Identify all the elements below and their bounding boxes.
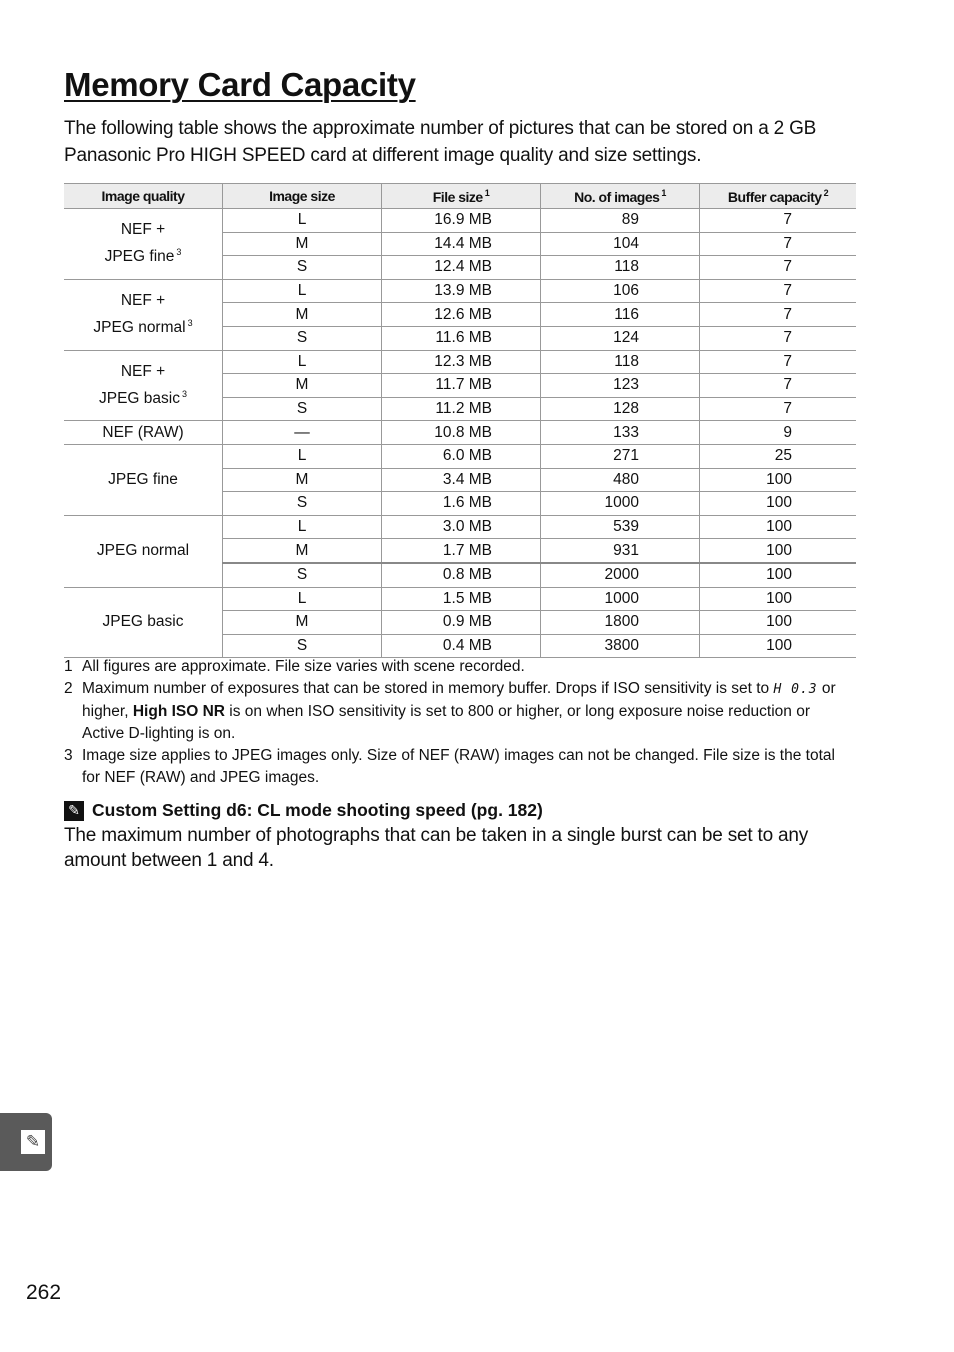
cell-no-of-images: 133 <box>541 421 700 445</box>
cell-buffer-capacity: 100 <box>700 634 857 658</box>
header-file-size: File size $^1$ <box>382 184 541 209</box>
cell-image-quality: JPEG normal <box>64 515 223 587</box>
iso-lcd-value: H 0.3 <box>773 682 818 697</box>
cell-no-of-images: 480 <box>541 468 700 492</box>
cell-image-size: S <box>223 634 382 658</box>
cell-no-of-images: 118 <box>541 256 700 280</box>
cell-file-size: 12.4 MB <box>382 256 541 280</box>
cell-buffer-capacity: 7 <box>700 279 857 303</box>
cell-no-of-images: 128 <box>541 397 700 421</box>
cell-image-size: L <box>223 515 382 539</box>
cell-buffer-capacity: 100 <box>700 515 857 539</box>
cell-buffer-capacity: 7 <box>700 350 857 374</box>
cell-image-quality: NEF + JPEG normal $^3$ <box>64 279 223 350</box>
cell-file-size: 1.7 MB <box>382 539 541 563</box>
cell-image-quality: NEF + JPEG fine $^3$ <box>64 209 223 280</box>
cell-buffer-capacity: 7 <box>700 209 857 233</box>
cell-file-size: 0.8 MB <box>382 563 541 587</box>
cell-no-of-images: 124 <box>541 326 700 350</box>
memory-card-capacity-table <box>64 183 856 658</box>
cell-image-size: L <box>223 279 382 303</box>
table-body <box>64 209 856 658</box>
cell-image-size: M <box>223 539 382 563</box>
reference-notes-icon: ✎ <box>21 1130 45 1154</box>
cell-file-size: 1.6 MB <box>382 492 541 516</box>
cell-no-of-images: 123 <box>541 374 700 398</box>
cell-no-of-images: 271 <box>541 444 700 468</box>
cell-image-size: S <box>223 563 382 587</box>
cell-file-size: 1.5 MB <box>382 587 541 611</box>
cell-image-size: — <box>223 421 382 445</box>
cell-no-of-images: 1800 <box>541 611 700 635</box>
table-row <box>64 587 856 611</box>
pencil-note-icon: ✎ <box>64 801 84 821</box>
cell-buffer-capacity: 100 <box>700 587 857 611</box>
cell-no-of-images: 1000 <box>541 492 700 516</box>
cell-buffer-capacity: 25 <box>700 444 857 468</box>
table-row <box>64 515 856 539</box>
cell-file-size: 16.9 MB <box>382 209 541 233</box>
page-number: 262 <box>26 1281 62 1304</box>
cell-image-size: M <box>223 303 382 327</box>
cell-image-size: M <box>223 232 382 256</box>
cell-no-of-images: 116 <box>541 303 700 327</box>
cell-image-size: M <box>223 374 382 398</box>
header-image-quality: Image quality <box>64 184 223 209</box>
cell-file-size: 11.7 MB <box>382 374 541 398</box>
cell-file-size: 11.2 MB <box>382 397 541 421</box>
footnote-1: 1 All figures are approximate. File size varies with scene recorded. <box>64 658 525 675</box>
cell-buffer-capacity: 7 <box>700 374 857 398</box>
tip-body: The maximum number of photographs that can be taken in a single burst can be set to any amount between 1 and 4. <box>64 825 809 871</box>
cell-file-size: 6.0 MB <box>382 444 541 468</box>
cell-image-size: L <box>223 587 382 611</box>
cell-image-size: M <box>223 468 382 492</box>
cell-no-of-images: 931 <box>541 539 700 563</box>
cell-image-size: L <box>223 209 382 233</box>
cell-buffer-capacity: 9 <box>700 421 857 445</box>
cell-no-of-images: 89 <box>541 209 700 233</box>
cell-buffer-capacity: 7 <box>700 232 857 256</box>
cell-buffer-capacity: 7 <box>700 303 857 327</box>
page-title: Memory Card Capacity <box>64 66 416 103</box>
cell-no-of-images: 104 <box>541 232 700 256</box>
cell-file-size: 3.0 MB <box>382 515 541 539</box>
intro-paragraph: The following table shows the approximate number of pictures that can be stored on a 2 GB Panasonic Pro HIGH SPEED card at different image quality and size settings. <box>64 118 817 166</box>
cell-file-size: 3.4 MB <box>382 468 541 492</box>
table-row <box>64 350 856 374</box>
cell-no-of-images: 3800 <box>541 634 700 658</box>
table-row <box>64 421 856 445</box>
cell-file-size: 0.9 MB <box>382 611 541 635</box>
cell-buffer-capacity: 7 <box>700 397 857 421</box>
cell-file-size: 14.4 MB <box>382 232 541 256</box>
footnote-2: 2 Maximum number of exposures that can be stored in memory buffer. Drops if ISO sensitivity is set to H 0.3 or higher, High ISO NR is on when ISO sensitivity is set to 800 or higher, or long exposure noise reduction or Active D-lighting is on. <box>64 680 836 742</box>
cell-file-size: 13.9 MB <box>382 279 541 303</box>
cell-buffer-capacity: 7 <box>700 326 857 350</box>
high-iso-nr-term: High ISO NR <box>132 703 225 720</box>
cell-image-size: L <box>223 444 382 468</box>
cell-image-quality: NEF (RAW) <box>64 421 223 445</box>
cell-buffer-capacity: 100 <box>700 492 857 516</box>
footnote-3: 3 Image size applies to JPEG images only. Size of NEF (RAW) images can not be changed. File size is the total for NEF (RAW) and JPEG images. <box>64 747 835 786</box>
cell-image-quality: NEF + JPEG basic $^3$ <box>64 350 223 421</box>
table-row <box>64 279 856 303</box>
footnotes <box>64 656 854 789</box>
cell-no-of-images: 2000 <box>541 563 700 587</box>
cell-image-size: L <box>223 350 382 374</box>
tip-heading: ✎ Custom Setting d6: CL mode shooting speed (pg. 182) <box>64 800 543 821</box>
header-buffer-capacity: Buffer capacity $^2$ <box>700 184 857 209</box>
cell-image-size: M <box>223 611 382 635</box>
cell-image-size: S <box>223 256 382 280</box>
cell-file-size: 11.6 MB <box>382 326 541 350</box>
cell-file-size: 12.3 MB <box>382 350 541 374</box>
header-no-of-images: No. of images $^1$ <box>541 184 700 209</box>
cell-image-quality: JPEG fine <box>64 444 223 515</box>
cell-no-of-images: 118 <box>541 350 700 374</box>
table-row <box>64 444 856 468</box>
cell-file-size: 0.4 MB <box>382 634 541 658</box>
table-header-row <box>64 184 856 209</box>
cell-no-of-images: 106 <box>541 279 700 303</box>
cell-file-size: 12.6 MB <box>382 303 541 327</box>
section-tab[interactable] <box>0 1113 52 1171</box>
header-image-size: Image size <box>223 184 382 209</box>
cell-no-of-images: 1000 <box>541 587 700 611</box>
cell-buffer-capacity: 100 <box>700 539 857 563</box>
cell-no-of-images: 539 <box>541 515 700 539</box>
cell-buffer-capacity: 100 <box>700 611 857 635</box>
cell-file-size: 10.8 MB <box>382 421 541 445</box>
cell-image-size: S <box>223 326 382 350</box>
cell-buffer-capacity: 100 <box>700 468 857 492</box>
cell-buffer-capacity: 100 <box>700 563 857 587</box>
cell-buffer-capacity: 7 <box>700 256 857 280</box>
cell-image-quality: JPEG basic <box>64 587 223 658</box>
cell-image-size: S <box>223 492 382 516</box>
table-row <box>64 209 856 233</box>
cell-image-size: S <box>223 397 382 421</box>
